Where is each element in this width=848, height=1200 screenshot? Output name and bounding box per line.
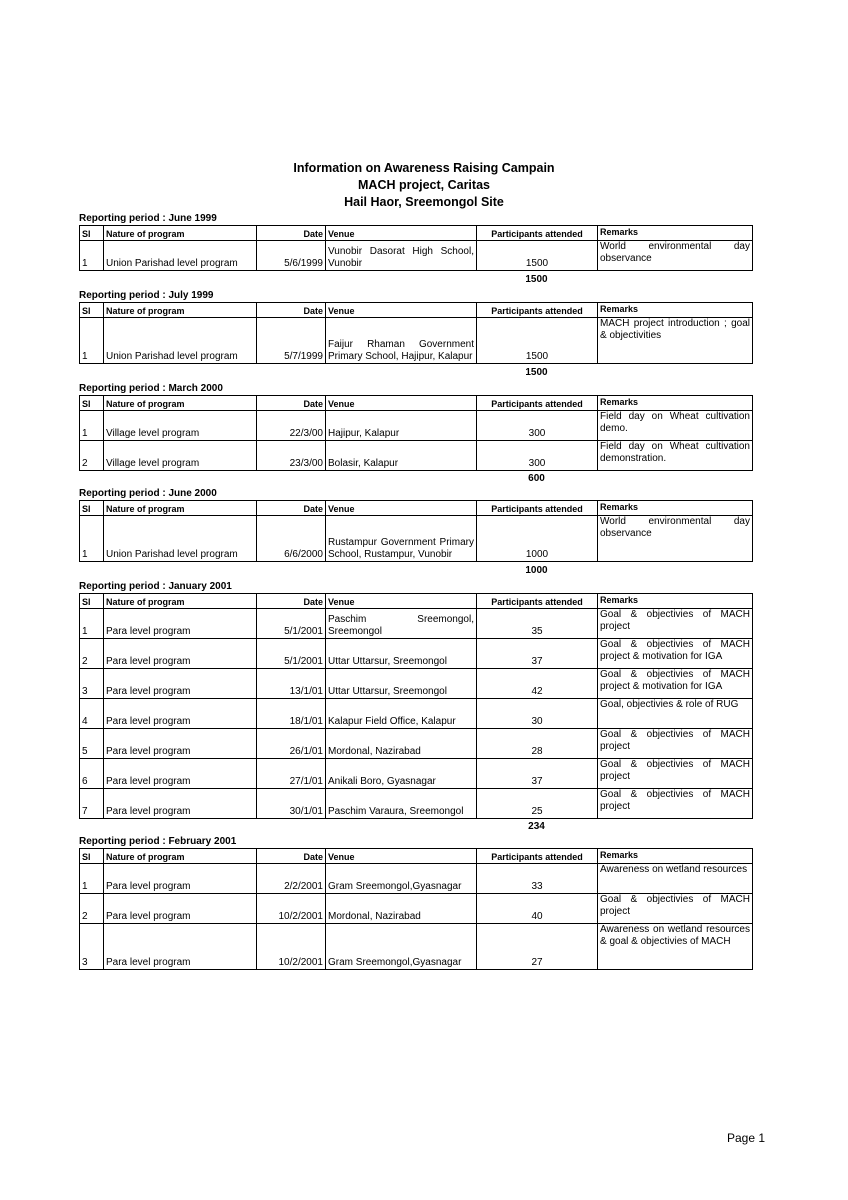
table-row: [80, 516, 753, 562]
cell-participants: 1000: [477, 516, 598, 562]
column-header-nature: Nature of program: [104, 396, 257, 411]
cell-nature: Para level program: [104, 759, 257, 789]
cell-participants: 300: [477, 411, 598, 441]
table-row: [80, 759, 753, 789]
column-header-sl: Sl: [80, 303, 104, 318]
cell-nature: Para level program: [104, 924, 257, 970]
column-header-nature: Nature of program: [104, 501, 257, 516]
cell-remarks: Goal & objectivies of MACH project: [598, 789, 753, 819]
cell-participants: 25: [477, 789, 598, 819]
cell-remarks: Field day on Wheat cultivation demonstration.: [598, 441, 753, 471]
program-table: [79, 395, 753, 471]
cell-sl: 2: [80, 639, 104, 669]
column-header-venue: Venue: [326, 594, 477, 609]
reporting-period-heading: Reporting period : March 2000: [79, 383, 223, 394]
cell-nature: Village level program: [104, 411, 257, 441]
reporting-period-heading: Reporting period : January 2001: [79, 581, 232, 592]
section-total-row: [79, 562, 752, 580]
cell-sl: 6: [80, 759, 104, 789]
table-row: [80, 729, 753, 759]
cell-sl: 1: [80, 411, 104, 441]
cell-date: 13/1/01: [257, 669, 326, 699]
cell-sl: 1: [80, 318, 104, 364]
cell-sl: 2: [80, 441, 104, 471]
cell-remarks: Goal & objectivies of MACH project: [598, 759, 753, 789]
column-header-date: Date: [257, 501, 326, 516]
cell-nature: Union Parishad level program: [104, 318, 257, 364]
column-header-remarks: Remarks: [598, 303, 753, 318]
cell-sl: 1: [80, 864, 104, 894]
cell-nature: Para level program: [104, 669, 257, 699]
program-table: [79, 225, 753, 271]
cell-venue: Mordonal, Nazirabad: [326, 894, 477, 924]
column-header-date: Date: [257, 594, 326, 609]
cell-nature: Para level program: [104, 609, 257, 639]
report-section: [79, 382, 752, 487]
cell-participants: 33: [477, 864, 598, 894]
cell-date: 27/1/01: [257, 759, 326, 789]
cell-sl: 4: [80, 699, 104, 729]
document-title: [0, 160, 848, 211]
cell-venue: Uttar Uttarsur, Sreemongol: [326, 639, 477, 669]
cell-nature: Para level program: [104, 729, 257, 759]
report-section: [79, 487, 752, 580]
column-header-participants: Participants attended: [477, 396, 598, 411]
cell-sl: 3: [80, 669, 104, 699]
cell-sl: 1: [80, 241, 104, 271]
cell-sl: 5: [80, 729, 104, 759]
cell-nature: Union Parishad level program: [104, 241, 257, 271]
table-header-row: [80, 594, 753, 609]
cell-venue: Mordonal, Nazirabad: [326, 729, 477, 759]
cell-remarks: World environmental day observance: [598, 241, 753, 271]
section-total-row: [79, 364, 752, 382]
column-header-venue: Venue: [326, 501, 477, 516]
column-header-nature: Nature of program: [104, 226, 257, 241]
cell-date: 10/2/2001: [257, 924, 326, 970]
column-header-venue: Venue: [326, 849, 477, 864]
table-row: [80, 609, 753, 639]
cell-remarks: MACH project introduction ; goal & objectivities: [598, 318, 753, 364]
table-row: [80, 669, 753, 699]
cell-participants: 37: [477, 759, 598, 789]
cell-date: 18/1/01: [257, 699, 326, 729]
participants-total: 234: [528, 821, 545, 832]
cell-date: 5/1/2001: [257, 609, 326, 639]
cell-date: 22/3/00: [257, 411, 326, 441]
title-line-2: MACH project, Caritas: [358, 178, 490, 192]
column-header-venue: Venue: [326, 303, 477, 318]
cell-remarks: World environmental day observance: [598, 516, 753, 562]
cell-remarks: Goal & objectivies of MACH project: [598, 609, 753, 639]
cell-venue: Gram Sreemongol,Gyasnagar: [326, 864, 477, 894]
column-header-sl: Sl: [80, 396, 104, 411]
program-table: [79, 500, 753, 562]
cell-participants: 1500: [477, 318, 598, 364]
cell-nature: Para level program: [104, 699, 257, 729]
program-table: [79, 848, 753, 970]
table-row: [80, 241, 753, 271]
cell-participants: 28: [477, 729, 598, 759]
participants-total: 1500: [525, 274, 548, 285]
column-header-date: Date: [257, 396, 326, 411]
section-total-row: [79, 819, 752, 835]
column-header-nature: Nature of program: [104, 594, 257, 609]
cell-sl: 7: [80, 789, 104, 819]
cell-venue: Hajipur, Kalapur: [326, 411, 477, 441]
cell-participants: 35: [477, 609, 598, 639]
reporting-period-heading: Reporting period : July 1999: [79, 290, 214, 301]
report-section: [79, 289, 752, 382]
cell-date: 5/1/2001: [257, 639, 326, 669]
column-header-participants: Participants attended: [477, 501, 598, 516]
participants-total: 1500: [525, 367, 548, 378]
cell-date: 30/1/01: [257, 789, 326, 819]
section-total-row: [79, 271, 752, 289]
report-section: [79, 580, 752, 835]
table-row: [80, 924, 753, 970]
cell-date: 6/6/2000: [257, 516, 326, 562]
cell-nature: Village level program: [104, 441, 257, 471]
cell-venue: Uttar Uttarsur, Sreemongol: [326, 669, 477, 699]
table-row: [80, 894, 753, 924]
column-header-date: Date: [257, 303, 326, 318]
cell-venue: Gram Sreemongol,Gyasnagar: [326, 924, 477, 970]
table-row: [80, 441, 753, 471]
column-header-remarks: Remarks: [598, 396, 753, 411]
title-line-3: Hail Haor, Sreemongol Site: [344, 195, 504, 209]
cell-remarks: Goal, objectivies & role of RUG: [598, 699, 753, 729]
cell-remarks: Goal & objectivies of MACH project: [598, 729, 753, 759]
cell-participants: 27: [477, 924, 598, 970]
cell-sl: 1: [80, 516, 104, 562]
table-header-row: [80, 226, 753, 241]
participants-total: 1000: [525, 565, 548, 576]
cell-nature: Para level program: [104, 894, 257, 924]
column-header-remarks: Remarks: [598, 226, 753, 241]
cell-venue: Vunobir Dasorat High School, Vunobir: [326, 241, 477, 271]
participants-total: 600: [528, 473, 545, 484]
cell-participants: 40: [477, 894, 598, 924]
table-row: [80, 639, 753, 669]
column-header-sl: Sl: [80, 849, 104, 864]
column-header-remarks: Remarks: [598, 849, 753, 864]
report-sections: [79, 212, 752, 970]
cell-nature: Para level program: [104, 864, 257, 894]
table-row: [80, 699, 753, 729]
column-header-date: Date: [257, 849, 326, 864]
title-line-1: Information on Awareness Raising Campain: [293, 161, 555, 175]
report-section: [79, 212, 752, 289]
table-header-row: [80, 396, 753, 411]
cell-date: 10/2/2001: [257, 894, 326, 924]
table-row: [80, 789, 753, 819]
column-header-nature: Nature of program: [104, 849, 257, 864]
column-header-participants: Participants attended: [477, 594, 598, 609]
cell-remarks: Goal & objectivies of MACH project & motivation for IGA: [598, 639, 753, 669]
column-header-participants: Participants attended: [477, 849, 598, 864]
section-total-row: [79, 471, 752, 487]
table-row: [80, 411, 753, 441]
column-header-remarks: Remarks: [598, 501, 753, 516]
cell-date: 26/1/01: [257, 729, 326, 759]
cell-venue: Anikali Boro, Gyasnagar: [326, 759, 477, 789]
cell-venue: Faijur Rhaman Government Primary School, Hajipur, Kalapur: [326, 318, 477, 364]
cell-remarks: Goal & objectivies of MACH project: [598, 894, 753, 924]
cell-date: 2/2/2001: [257, 864, 326, 894]
table-row: [80, 864, 753, 894]
cell-participants: 1500: [477, 241, 598, 271]
cell-date: 5/7/1999: [257, 318, 326, 364]
report-section: [79, 835, 752, 970]
column-header-nature: Nature of program: [104, 303, 257, 318]
program-table: [79, 302, 753, 364]
table-header-row: [80, 303, 753, 318]
cell-sl: 1: [80, 609, 104, 639]
cell-venue: Paschim Varaura, Sreemongol: [326, 789, 477, 819]
cell-participants: 300: [477, 441, 598, 471]
cell-sl: 3: [80, 924, 104, 970]
cell-remarks: Goal & objectivies of MACH project & motivation for IGA: [598, 669, 753, 699]
cell-venue: Rustampur Government Primary School, Rustampur, Vunobir: [326, 516, 477, 562]
table-header-row: [80, 849, 753, 864]
cell-participants: 30: [477, 699, 598, 729]
cell-remarks: Awareness on wetland resources & goal & objectivies of MACH: [598, 924, 753, 970]
cell-remarks: Field day on Wheat cultivation demo.: [598, 411, 753, 441]
program-table: [79, 593, 753, 819]
cell-venue: Bolasir, Kalapur: [326, 441, 477, 471]
reporting-period-heading: Reporting period : June 2000: [79, 488, 217, 499]
column-header-participants: Participants attended: [477, 303, 598, 318]
cell-nature: Union Parishad level program: [104, 516, 257, 562]
cell-venue: Paschim Sreemongol, Sreemongol: [326, 609, 477, 639]
cell-sl: 2: [80, 894, 104, 924]
column-header-venue: Venue: [326, 226, 477, 241]
cell-participants: 37: [477, 639, 598, 669]
cell-nature: Para level program: [104, 789, 257, 819]
column-header-venue: Venue: [326, 396, 477, 411]
reporting-period-heading: Reporting period : February 2001: [79, 836, 237, 847]
table-row: [80, 318, 753, 364]
cell-remarks: Awareness on wetland resources: [598, 864, 753, 894]
column-header-remarks: Remarks: [598, 594, 753, 609]
cell-nature: Para level program: [104, 639, 257, 669]
reporting-period-heading: Reporting period : June 1999: [79, 213, 217, 224]
cell-date: 23/3/00: [257, 441, 326, 471]
column-header-sl: Sl: [80, 594, 104, 609]
table-header-row: [80, 501, 753, 516]
cell-venue: Kalapur Field Office, Kalapur: [326, 699, 477, 729]
column-header-sl: Sl: [80, 226, 104, 241]
cell-date: 5/6/1999: [257, 241, 326, 271]
cell-participants: 42: [477, 669, 598, 699]
column-header-date: Date: [257, 226, 326, 241]
page-number: Page 1: [727, 1131, 766, 1145]
column-header-sl: Sl: [80, 501, 104, 516]
column-header-participants: Participants attended: [477, 226, 598, 241]
